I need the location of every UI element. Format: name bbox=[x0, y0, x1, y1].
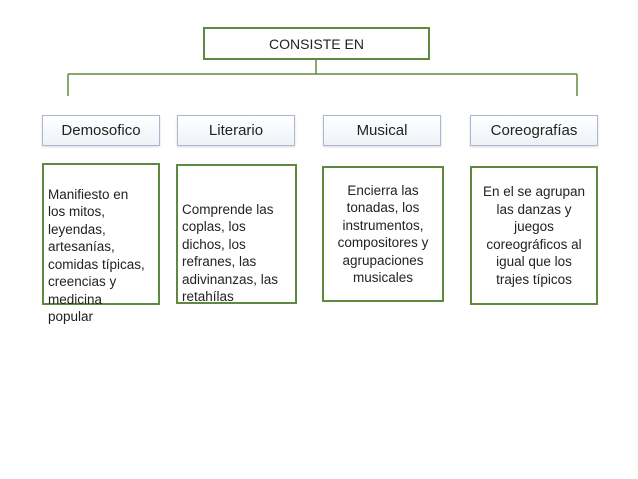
category-demosofico bbox=[42, 115, 160, 146]
category-label: Musical bbox=[356, 122, 408, 139]
category-literario bbox=[177, 115, 295, 146]
description-text: Encierra las tonadas, los instrumentos, compositores y agrupaciones musicales bbox=[337, 182, 429, 285]
description-musical bbox=[322, 166, 444, 302]
root-node bbox=[203, 27, 430, 60]
category-coreografias bbox=[470, 115, 598, 146]
category-musical bbox=[323, 115, 441, 146]
description-demosofico bbox=[42, 163, 160, 324]
description-coreografias bbox=[470, 166, 598, 305]
category-label: Literario bbox=[208, 122, 264, 139]
description-literario bbox=[176, 164, 297, 304]
description-text: Manifiesto en los mitos, leyendas, artesanías, comidas típicas, creencias y medicina popular bbox=[48, 186, 145, 324]
description-text: En el se agrupan las danzas y juegos coreográficos al igual que los trajes típicos bbox=[482, 184, 586, 287]
category-label: Demosofico bbox=[61, 122, 141, 139]
description-text: Comprende las coplas, los dichos, los refranes, las adivinanzas, las retahílas bbox=[182, 201, 279, 304]
category-label: Coreografías bbox=[490, 122, 578, 139]
root-label: CONSISTE EN bbox=[269, 35, 364, 52]
